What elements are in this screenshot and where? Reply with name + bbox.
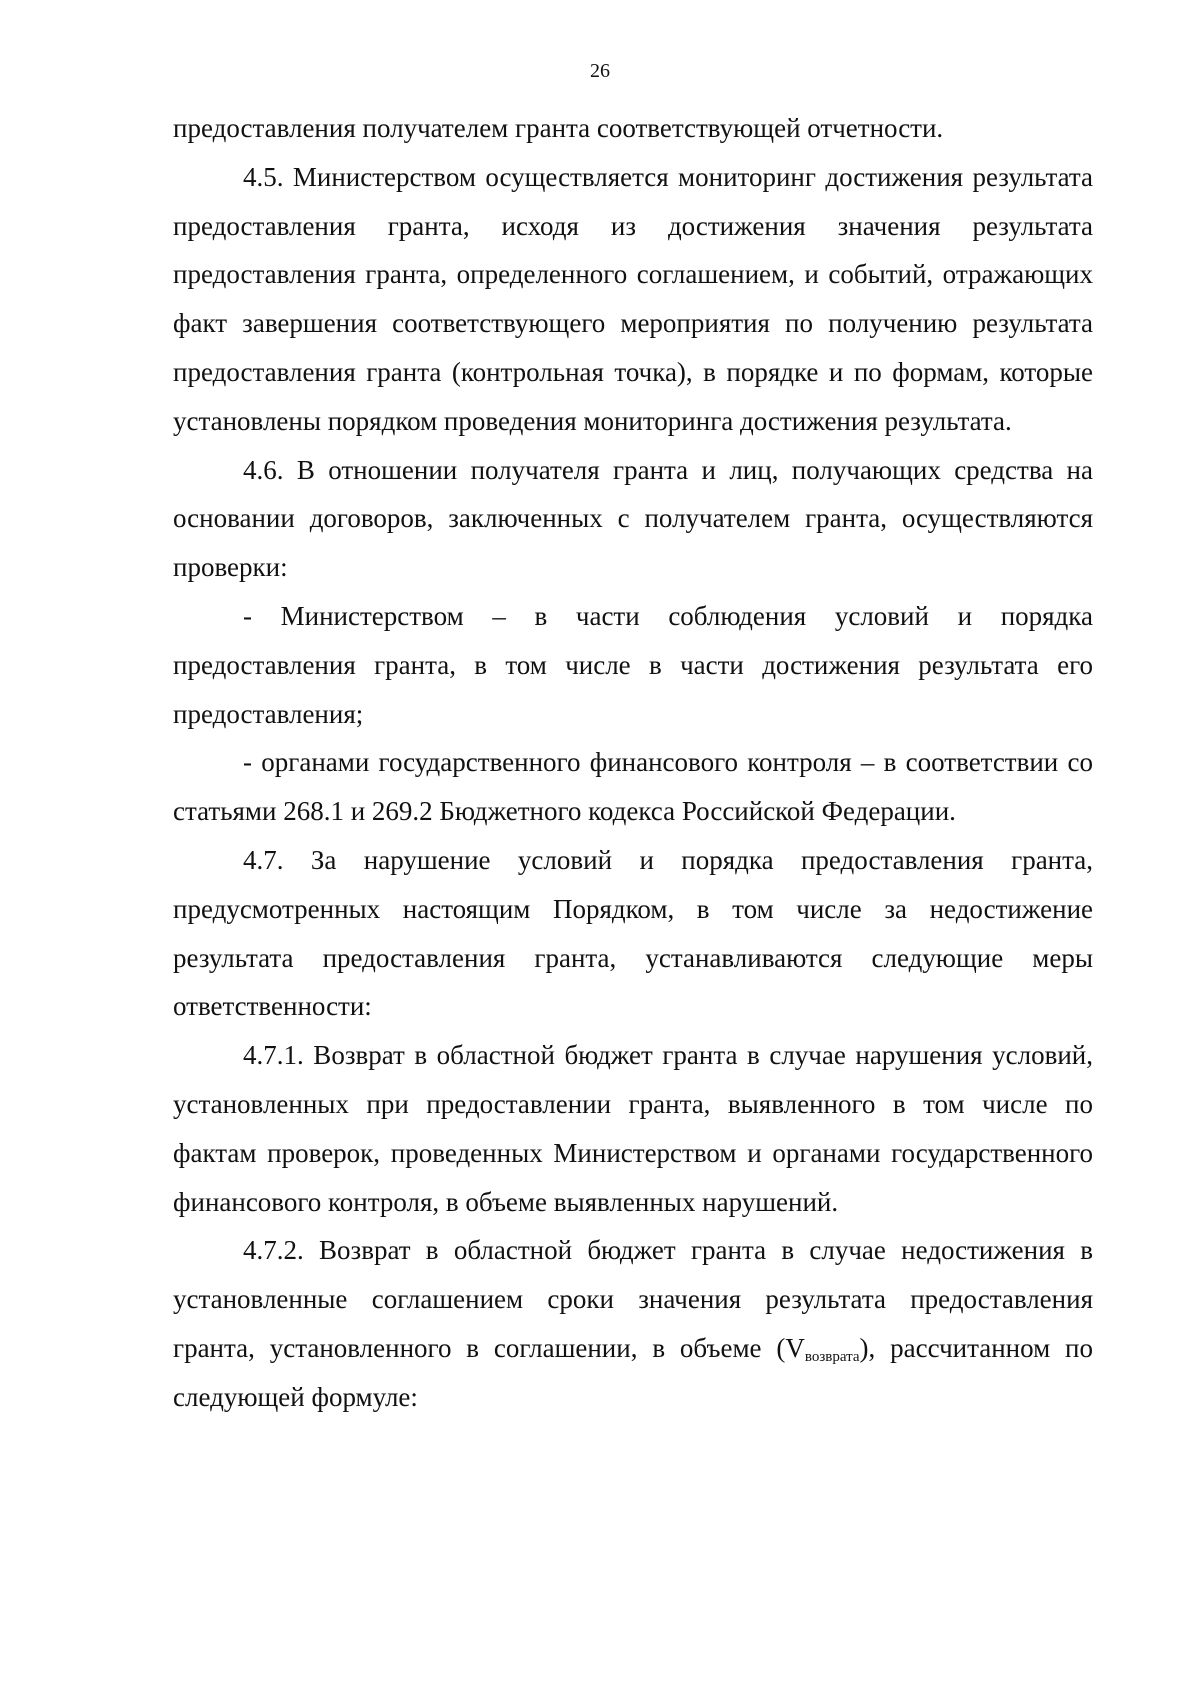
- paragraph-4-7-2-before: 4.7.2. Возврат в областной бюджет гранта в случае недостижения в установленные соглашением сроки значения результата предоставления гранта, установленного в соглашении, в объеме (V: [173, 1235, 1093, 1363]
- paragraph-4-7-2-after: ), рассчитанном по следующей формуле:: [173, 1332, 1094, 1412]
- paragraph-continuation: предоставления получателем гранта соответствующей отчетности.: [173, 113, 944, 143]
- paragraph-4-7-2: [173, 1226, 1093, 1421]
- paragraph-4-7: 4.7. За нарушение условий и порядка предоставления гранта, предусмотренных настоящим Порядком, в том числе за недостижение результата предоставления гранта, устанавливаются следующие меры ответственности:: [173, 844, 1093, 1022]
- paragraph-4-7-1: 4.7.1. Возврат в областной бюджет гранта в случае нарушения условий, установленных при предоставлении гранта, выявленного в том числе по фактам проверок, проведенных Министерством и органами государственного финансового контроля, в объеме выявленных нарушений.: [173, 1040, 1093, 1217]
- document-body: [173, 104, 1093, 1422]
- paragraph-ministry-checks: - Министерством – в части соблюдения условий и порядка предоставления гранта, в том числе в части достижения результата его предоставления;: [173, 600, 1093, 729]
- paragraph-4-5: 4.5. Министерством осуществляется мониторинг достижения результата предоставления гранта, исходя из достижения значения результата предоставления гранта, определенного соглашением, и событий, отражающих факт завершения соответствующего мероприятия по получению результата предоставления гранта (контрольная точка), в порядке и по формам, которые установлены порядком проведения мониторинга достижения результата.: [173, 161, 1093, 436]
- return-volume-subscript: возврата: [804, 1348, 860, 1365]
- page-number: 26: [590, 60, 610, 82]
- paragraph-4-6: 4.6. В отношении получателя гранта и лиц, получающих средства на основании договоров, заключенных с получателем гранта, осуществляются проверки:: [173, 454, 1093, 583]
- paragraph-financial-control-checks: - органами государственного финансового контроля – в соответствии со статьями 268.1 и 269.2 Бюджетного кодекса Российской Федерации.: [173, 747, 1093, 827]
